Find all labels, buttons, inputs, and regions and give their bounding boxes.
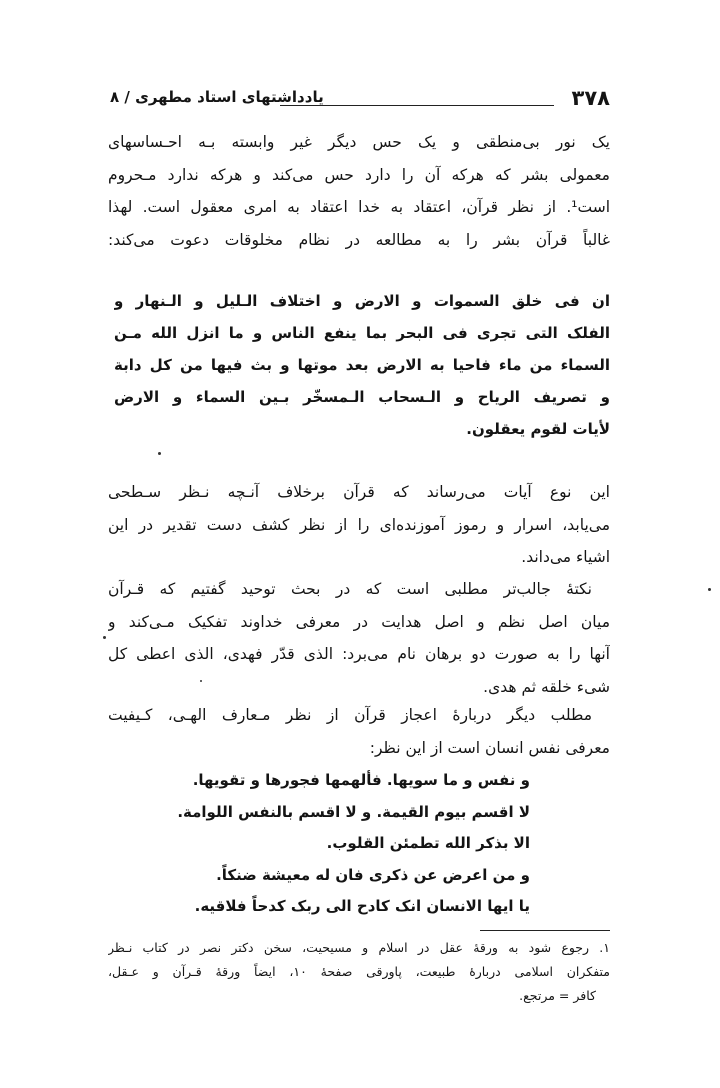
- quote-line: ان فی خلق السموات و الارض و اختلاف الـلیل و الـنهار و: [114, 292, 610, 310]
- quote-line: و تصریف الریاح و الـسحاب الـمسخّر بـین السماء و الارض: [114, 388, 610, 406]
- scan-speck: [158, 452, 161, 455]
- text-line: می‌یابد، اسرار و رموز آموزنده‌ای را از نظر کشف دست تقدیر در این: [108, 515, 610, 534]
- text-line: اشیاء می‌داند.: [521, 548, 610, 566]
- page-number: ۳۷۸: [571, 86, 610, 110]
- quote-line: لأیات لقوم یعقلون.: [466, 420, 610, 438]
- footnote-line: کافر = مرتجع.: [519, 988, 596, 1003]
- text-line: است¹. از نظر قرآن، اعتقاد به خدا اعتقاد به امری معقول است. لهذا: [108, 198, 610, 216]
- text-line: یک نور بی‌منطقی و یک حس دیگر غیر وابسته بـه احـساسهای: [108, 133, 610, 151]
- quote-line: السماء من ماء فاحیا به الارض بعد موتها و بث فیها من کل دابة: [114, 356, 610, 374]
- scan-speck: [200, 680, 202, 682]
- text-line: شیء خلقه ثم هدی.: [483, 677, 610, 696]
- scan-speck: [708, 588, 711, 591]
- paragraph-4: [108, 699, 610, 764]
- running-title: یادداشتهای استاد مطهری / ۸: [110, 88, 324, 106]
- verse-line: یا ایها الانسان انک کادح الی ربک کدحاً فلاقیه.: [194, 897, 530, 915]
- text-line: غالباً قرآن بشر را به مطالعه در نظام مخلوقات دعوت می‌کند:: [108, 230, 610, 249]
- footnote-line: متفکران اسلامی دربارهٔ طبیعت، پاورقی صفحهٔ ۱۰، ایضاً ورقهٔ قـرآن و عـقل،: [108, 964, 610, 979]
- page-header: [110, 86, 610, 116]
- verse-line: و من اعرض عن ذکری فان له معیشة ضنکاً.: [216, 865, 530, 884]
- text-line: معرفی نفس انسان است از این نظر:: [369, 738, 610, 757]
- text-line: نکتهٔ جالب‌تر مطلبی است که در بحث توحید گفتیم که قـرآن: [108, 580, 592, 598]
- text-line: معمولی بشر که هرکه آن را دارد حس می‌کند و هرکه ندارد مـحروم: [108, 165, 610, 184]
- paragraph-1: [108, 126, 610, 256]
- text-line: این نوع آیات می‌رساند که قرآن برخلاف آنـچه نـظر سـطحی: [108, 483, 610, 501]
- verse-line: لا اقسم بیوم القیمة. و لا اقسم بالنفس اللوامة.: [177, 802, 530, 821]
- verse-line: الا بذکر الله تطمئن القلوب.: [326, 834, 530, 852]
- quote-line: الفلک التی تجری فی البحر بما ینفع الناس و ما انزل الله مـن: [114, 324, 610, 342]
- quran-verses: [177, 765, 530, 923]
- quran-quote-1: [114, 285, 610, 445]
- paragraph-2: [108, 476, 610, 574]
- text-line: آنها را به صورت دو برهان نام می‌برد: الذی قدّر فهدی، الذی اعطی کل: [108, 645, 610, 663]
- paragraph-3: [108, 573, 610, 703]
- text-line: مطلب دیگر دربارهٔ اعجاز قرآن از نظر مـعارف الهـی، کـیفیت: [108, 706, 592, 724]
- footnote-line: ۱. رجوع شود به ورقهٔ عقل در اسلام و مسیحیت، سخن دکتر نصر در کتاب نـظر: [108, 940, 610, 955]
- scan-speck: [103, 636, 106, 639]
- footnotes: [108, 936, 610, 1008]
- text-line: میان اصل نظم و اصل هدایت در معرفی خداوند تفکیک مـی‌کند و: [108, 612, 610, 631]
- verse-line: و نفس و ما سویها. فألهمها فجورها و تقویها.: [192, 771, 530, 789]
- footnote-rule: [480, 930, 610, 931]
